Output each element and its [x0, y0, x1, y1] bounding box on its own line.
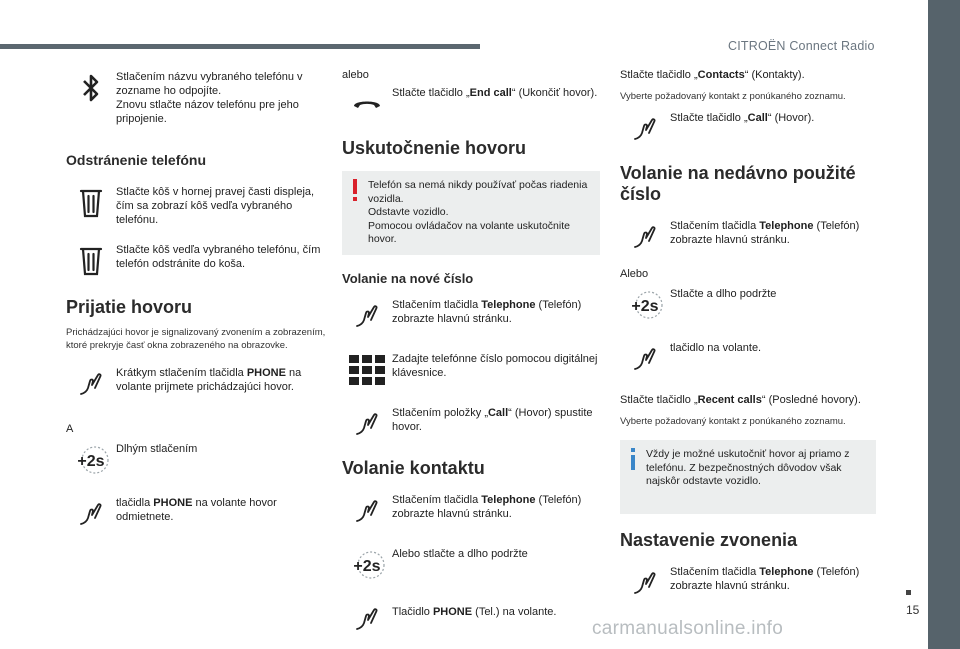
step-contact-2 [342, 545, 600, 585]
trash-icon [66, 183, 116, 223]
svg-text:+2s: +2s [353, 558, 381, 575]
step-new-2 [342, 350, 600, 390]
section-title-remove: Odstránenie telefónu [66, 152, 207, 168]
disconnect-text: Stlačením názvu vybraného telefónu v zozname ho odpojíte. Znovu stlačte názov telefónu pre jeho pripojenie. [116, 71, 303, 125]
info-icon [630, 448, 636, 470]
section-title-recent: Volanie na nedávno použité číslo [620, 163, 856, 204]
contacts-instruction: Stlačte tlačidlo „Contacts“ (Kontakty). [620, 69, 805, 81]
section-title-contact: Volanie kontaktu [342, 458, 485, 478]
contact-2-text: Alebo stlačte a dlho podržte [392, 548, 528, 560]
ring-1-text: Stlačením tlačidla Telephone (Telefón) zobrazte hlavnú stránku. [670, 566, 860, 592]
page-number: 15 [906, 603, 920, 617]
remove-step-1-text: Stlačte kôš v hornej pravej časti displeja, čím sa zobrazí kôš vedľa vybraného telefónu. [116, 186, 315, 226]
select-contact-2: Vyberte požadovaný kontakt z ponúkaného zoznamu. [620, 416, 846, 427]
section-title-new-number: Volanie na nové číslo [342, 271, 474, 286]
step-call [620, 109, 876, 149]
step-contact-3 [342, 599, 600, 639]
alebo-label-2: Alebo [620, 268, 649, 280]
finger-touch-icon [620, 217, 670, 257]
step-recent-3 [620, 339, 876, 379]
end-call-text: Stlačte tlačidlo „End call“ (Ukončiť hovor). [392, 87, 598, 99]
header-rule [0, 44, 480, 49]
column-2 [342, 68, 600, 649]
recent-3-text: tlačidlo na volante. [670, 342, 762, 354]
finger-touch-icon [342, 296, 392, 336]
hold-2s-icon [342, 545, 392, 585]
step-reject [66, 494, 328, 534]
finger-touch-icon [66, 364, 116, 404]
svg-text:+2s: +2s [631, 298, 659, 315]
step-accept [66, 364, 328, 404]
warning-icon [352, 179, 358, 201]
info-text: Vždy je možné uskutočniť hovor aj priamo z telefónu. Z bezpečnostných dôvodov však najskôr odstavte vozidlo. [646, 448, 850, 487]
accept-intro: Prichádzajúci hovor je signalizovaný zvonením a zobrazením, ktoré prekryje časť okna zobrazeného na obrazovke. [66, 327, 326, 351]
contact-1-text: Stlačením tlačidla Telephone (Telefón) zobrazte hlavnú stránku. [392, 494, 582, 520]
step-ring-1 [620, 563, 876, 603]
column-3 [620, 68, 876, 617]
alebo-label: alebo [342, 69, 369, 81]
step-disconnect [66, 68, 328, 126]
finger-touch-icon [620, 339, 670, 379]
section-title-make-call: Uskutočnenie hovoru [342, 138, 527, 158]
select-contact-1: Vyberte požadovaný kontakt z ponúkaného zoznamu. [620, 91, 846, 102]
sidebar-band [928, 0, 960, 649]
or-label: A [66, 423, 74, 435]
section-title-accept: Prijatie hovoru [66, 297, 193, 317]
warning-note [342, 171, 600, 255]
step-remove-2 [66, 241, 328, 281]
contact-3-text: Tlačidlo PHONE (Tel.) na volante. [392, 606, 557, 618]
remove-step-2-text: Stlačte kôš vedľa vybraného telefónu, čím telefón odstránite do koša. [116, 244, 321, 270]
new-2-text: Zadajte telefónne číslo pomocou digitálnej klávesnice. [392, 353, 598, 379]
reject-text: tlačidla PHONE na volante hovor odmietnete. [116, 497, 277, 523]
header-title: CITROËN Connect Radio [728, 39, 875, 53]
step-remove-1 [66, 183, 328, 227]
svg-text:+2s: +2s [77, 453, 105, 470]
watermark: carmanualsonline.info [592, 618, 784, 639]
step-new-1 [342, 296, 600, 336]
recent-calls-instruction: Stlačte tlačidlo „Recent calls“ (Posledné hovory). [620, 394, 861, 406]
finger-touch-icon [620, 109, 670, 149]
new-3-text: Stlačením položky „Call“ (Hovor) spustite hovor. [392, 407, 593, 433]
keypad-icon [342, 350, 392, 390]
accept-text: Krátkym stlačením tlačidla PHONE na volante prijmete prichádzajúci hovor. [116, 367, 302, 393]
step-recent-1 [620, 217, 876, 257]
section-title-ringtone: Nastavenie zvonenia [620, 530, 798, 550]
column-1 [66, 68, 328, 548]
finger-touch-icon [342, 599, 392, 639]
end-call-icon [342, 84, 392, 124]
finger-touch-icon [342, 491, 392, 531]
recent-2-text: Stlačte a dlho podržte [670, 288, 777, 300]
warning-text: Telefón sa nemá nikdy používať počas riadenia vozidla. Odstavte vozidlo. Pomocou ovládačov na volante uskutočnite hovor. [368, 179, 588, 245]
page-marker [906, 590, 911, 595]
info-note [620, 440, 876, 514]
call-text: Stlačte tlačidlo „Call“ (Hovor). [670, 112, 815, 124]
new-1-text: Stlačením tlačidla Telephone (Telefón) zobrazte hlavnú stránku. [392, 299, 582, 325]
step-long-press [66, 440, 328, 480]
long-press-text: Dlhým stlačením [116, 443, 198, 455]
step-recent-2 [620, 285, 876, 325]
trash-icon [66, 241, 116, 281]
finger-touch-icon [342, 404, 392, 444]
finger-touch-icon [66, 494, 116, 534]
hold-2s-icon [66, 440, 116, 480]
step-end-call [342, 84, 600, 124]
recent-1-text: Stlačením tlačidla Telephone (Telefón) zobrazte hlavnú stránku. [670, 220, 860, 246]
finger-touch-icon [620, 563, 670, 603]
bluetooth-icon [66, 68, 116, 108]
step-contact-1 [342, 491, 600, 531]
step-new-3 [342, 404, 600, 444]
hold-2s-icon [620, 285, 670, 325]
